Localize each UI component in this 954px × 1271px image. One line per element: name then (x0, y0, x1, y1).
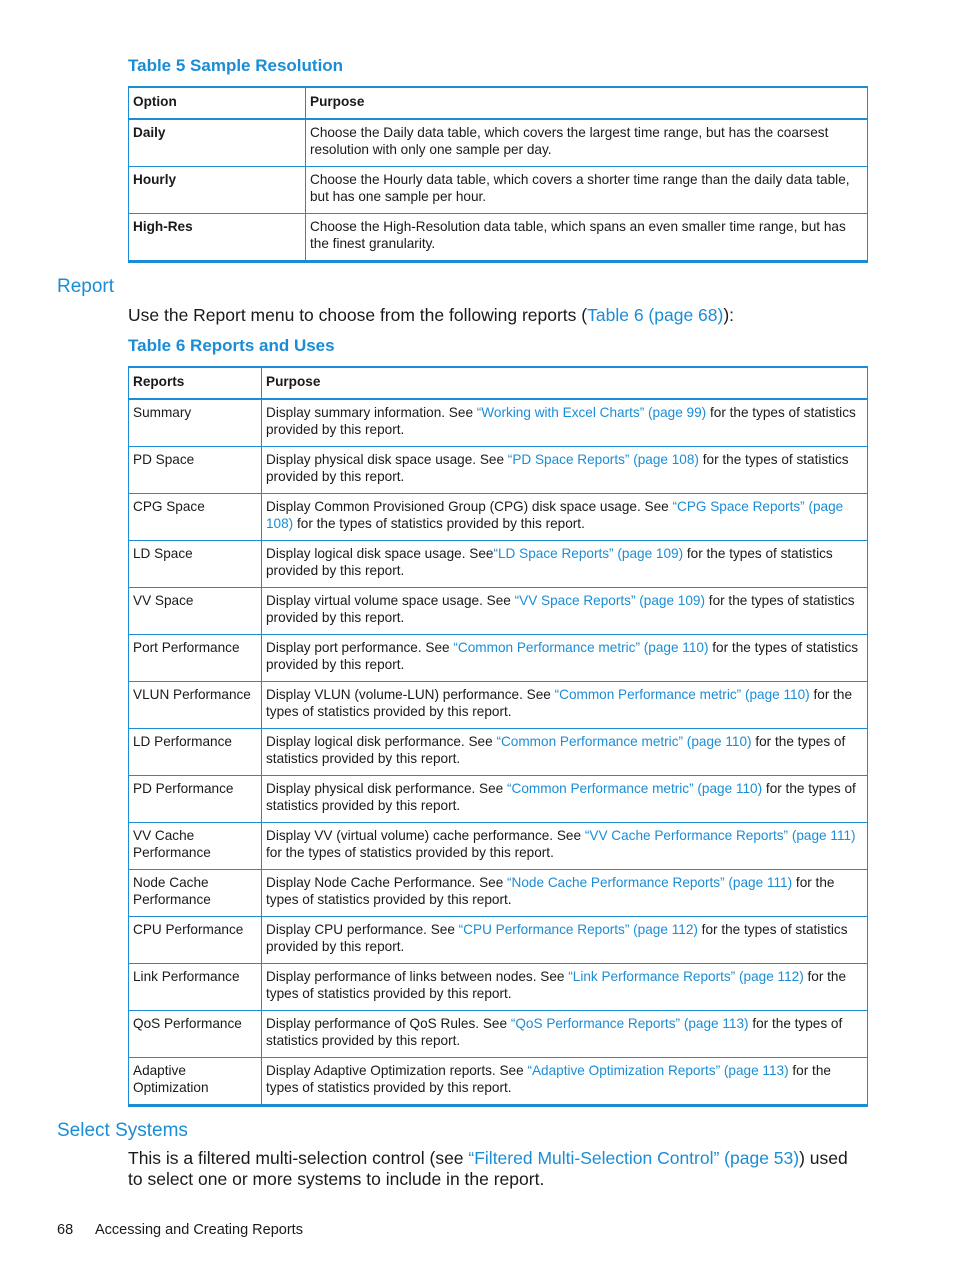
cross-reference-link[interactable]: “Common Performance metric” (page 110) (554, 687, 810, 702)
purpose-text: Display logical disk performance. See (266, 734, 497, 749)
table-row (129, 214, 868, 262)
purpose-text: Display Common Provisioned Group (CPG) disk space usage. See (266, 499, 673, 514)
cross-reference-link[interactable]: “QoS Performance Reports” (page 113) (510, 1016, 749, 1031)
table-row (129, 635, 868, 682)
purpose-text-end: for the types of statistics provided by this report. (266, 922, 848, 954)
purpose-cell (262, 588, 868, 635)
purpose-text-end: for the types of statistics provided by this report. (266, 452, 849, 484)
purpose-text: Display physical disk space usage. See (266, 452, 508, 467)
cross-reference-link[interactable]: “Working with Excel Charts” (page 99) (476, 405, 707, 420)
table-6-caption: Table 6 Reports and Uses (128, 336, 335, 355)
table-row (129, 1058, 868, 1106)
purpose-text-end: for the types of statistics provided by this report. (266, 969, 847, 1001)
cross-reference-link[interactable]: “Common Performance metric” (page 110) (507, 781, 763, 796)
report-name-cell: Port Performance (129, 635, 262, 682)
cross-reference-link[interactable]: “PD Space Reports” (page 108) (507, 452, 699, 467)
cross-reference-link[interactable]: “Common Performance metric” (page 110) (453, 640, 709, 655)
report-name-cell: QoS Performance (129, 1011, 262, 1058)
purpose-cell (262, 776, 868, 823)
report-intro-end: ): (723, 305, 735, 325)
cross-reference-link[interactable]: “CPG Space Reports” (page 108) (266, 499, 844, 531)
purpose-text-end: for the types of statistics provided by this report. (293, 515, 585, 531)
cross-reference-link[interactable]: “Node Cache Performance Reports” (page 111) (507, 875, 793, 890)
purpose-text: Display Adaptive Optimization reports. See (266, 1063, 528, 1078)
purpose-cell (262, 399, 868, 447)
table-row (129, 823, 868, 870)
purpose-text-end: for the types of statistics provided by this report. (266, 875, 835, 907)
page-number: 68 (57, 1222, 74, 1238)
cross-reference-link[interactable]: “Link Performance Reports” (page 112) (568, 969, 804, 984)
purpose-text: Display performance of links between nodes. See (266, 969, 569, 984)
select-systems-text-end: ) used to select one or more systems to include in the report. (128, 1148, 848, 1189)
filtered-multi-selection-link[interactable]: “Filtered Multi-Selection Control” (page 53) (468, 1148, 800, 1168)
report-name-cell: VV Cache Performance (129, 823, 262, 870)
report-intro-text: Use the Report menu to choose from the following reports ( (128, 305, 588, 325)
purpose-cell: Choose the Daily data table, which covers the largest time range, but has the coarsest resolution with only one sample per day. (306, 119, 868, 167)
select-systems-body (128, 1148, 858, 1190)
page-footer (57, 1222, 303, 1238)
purpose-text-end: for the types of statistics provided by this report. (266, 781, 856, 813)
purpose-cell (262, 964, 868, 1011)
option-cell: Daily (129, 119, 306, 167)
cross-reference-link[interactable]: “VV Space Reports” (page 109) (514, 593, 706, 608)
report-name-cell: LD Performance (129, 729, 262, 776)
report-name-cell: CPU Performance (129, 917, 262, 964)
table-5-caption: Table 5 Sample Resolution (128, 56, 344, 75)
table-row (129, 870, 868, 917)
purpose-text: Display VLUN (volume-LUN) performance. See (266, 687, 555, 702)
purpose-text: Display logical disk space usage. See (266, 546, 494, 561)
purpose-text-end: for the types of statistics provided by this report. (266, 687, 853, 719)
footer-section-title: Accessing and Creating Reports (95, 1222, 303, 1238)
purpose-text: Display Node Cache Performance. See (266, 875, 508, 890)
column-header-purpose: Purpose (306, 87, 868, 119)
purpose-cell (262, 823, 868, 870)
report-name-cell: PD Space (129, 447, 262, 494)
purpose-text-end: for the types of statistics provided by this report. (266, 593, 855, 625)
table-row (129, 494, 868, 541)
table-row (129, 776, 868, 823)
report-name-cell: Summary (129, 399, 262, 447)
purpose-text: Display virtual volume space usage. See (266, 593, 515, 608)
column-header-purpose: Purpose (262, 367, 868, 399)
table-row (129, 682, 868, 729)
report-name-cell: CPG Space (129, 494, 262, 541)
purpose-text-end: for the types of statistics provided by this report. (266, 546, 833, 578)
report-name-cell: PD Performance (129, 776, 262, 823)
purpose-cell (262, 541, 868, 588)
table-row (129, 399, 868, 447)
table-row (129, 964, 868, 1011)
purpose-cell: Choose the Hourly data table, which covers a shorter time range than the daily data table, but has one sample per hour. (306, 167, 868, 214)
column-header-option: Option (129, 87, 306, 119)
report-name-cell: VLUN Performance (129, 682, 262, 729)
table-6-link[interactable]: Table 6 (page 68) (587, 305, 724, 325)
purpose-cell (262, 447, 868, 494)
report-name-cell: Link Performance (129, 964, 262, 1011)
purpose-text-end: for the types of statistics provided by this report. (266, 640, 859, 672)
purpose-cell (262, 917, 868, 964)
option-cell: Hourly (129, 167, 306, 214)
sample-resolution-table (128, 86, 868, 263)
purpose-cell (262, 1011, 868, 1058)
purpose-cell: Choose the High-Resolution data table, which spans an even smaller time range, but has the finest granularity. (306, 214, 868, 262)
purpose-text-end: for the types of statistics provided by this report. (266, 1016, 843, 1048)
select-systems-heading: Select Systems (57, 1120, 188, 1141)
report-name-cell: LD Space (129, 541, 262, 588)
table-row (129, 588, 868, 635)
table-row (129, 167, 868, 214)
cross-reference-link[interactable]: “LD Space Reports” (page 109) (493, 546, 684, 561)
purpose-text: Display summary information. See (266, 405, 477, 420)
purpose-text: Display CPU performance. See (266, 922, 459, 937)
purpose-cell (262, 1058, 868, 1106)
purpose-text-end: for the types of statistics provided by this report. (266, 1063, 831, 1095)
purpose-cell (262, 729, 868, 776)
option-cell: High-Res (129, 214, 306, 262)
table-row (129, 119, 868, 167)
cross-reference-link[interactable]: “CPU Performance Reports” (page 112) (458, 922, 698, 937)
purpose-text-end: for the types of statistics provided by this report. (266, 844, 554, 860)
purpose-text: Display performance of QoS Rules. See (266, 1016, 511, 1031)
report-intro (128, 305, 858, 326)
purpose-text: Display port performance. See (266, 640, 454, 655)
purpose-cell (262, 682, 868, 729)
table-row (129, 541, 868, 588)
report-name-cell: Adaptive Optimization (129, 1058, 262, 1106)
purpose-text: Display VV (virtual volume) cache performance. See (266, 828, 585, 843)
select-systems-text: This is a filtered multi-selection control (see (128, 1148, 469, 1168)
report-name-cell: VV Space (129, 588, 262, 635)
cross-reference-link[interactable]: “Common Performance metric” (page 110) (496, 734, 752, 749)
purpose-text-end: for the types of statistics provided by this report. (266, 405, 856, 437)
table-row (129, 729, 868, 776)
table-row (129, 1011, 868, 1058)
purpose-cell (262, 494, 868, 541)
purpose-cell (262, 635, 868, 682)
cross-reference-link[interactable]: “Adaptive Optimization Reports” (page 113) (527, 1063, 789, 1078)
table-row (129, 447, 868, 494)
purpose-cell (262, 870, 868, 917)
cross-reference-link[interactable]: “VV Cache Performance Reports” (page 111) (584, 828, 856, 843)
report-name-cell: Node Cache Performance (129, 870, 262, 917)
purpose-text-end: for the types of statistics provided by this report. (266, 734, 846, 766)
report-heading: Report (57, 276, 115, 297)
column-header-reports: Reports (129, 367, 262, 399)
purpose-text: Display physical disk performance. See (266, 781, 508, 796)
table-row (129, 917, 868, 964)
reports-table (128, 366, 868, 1107)
